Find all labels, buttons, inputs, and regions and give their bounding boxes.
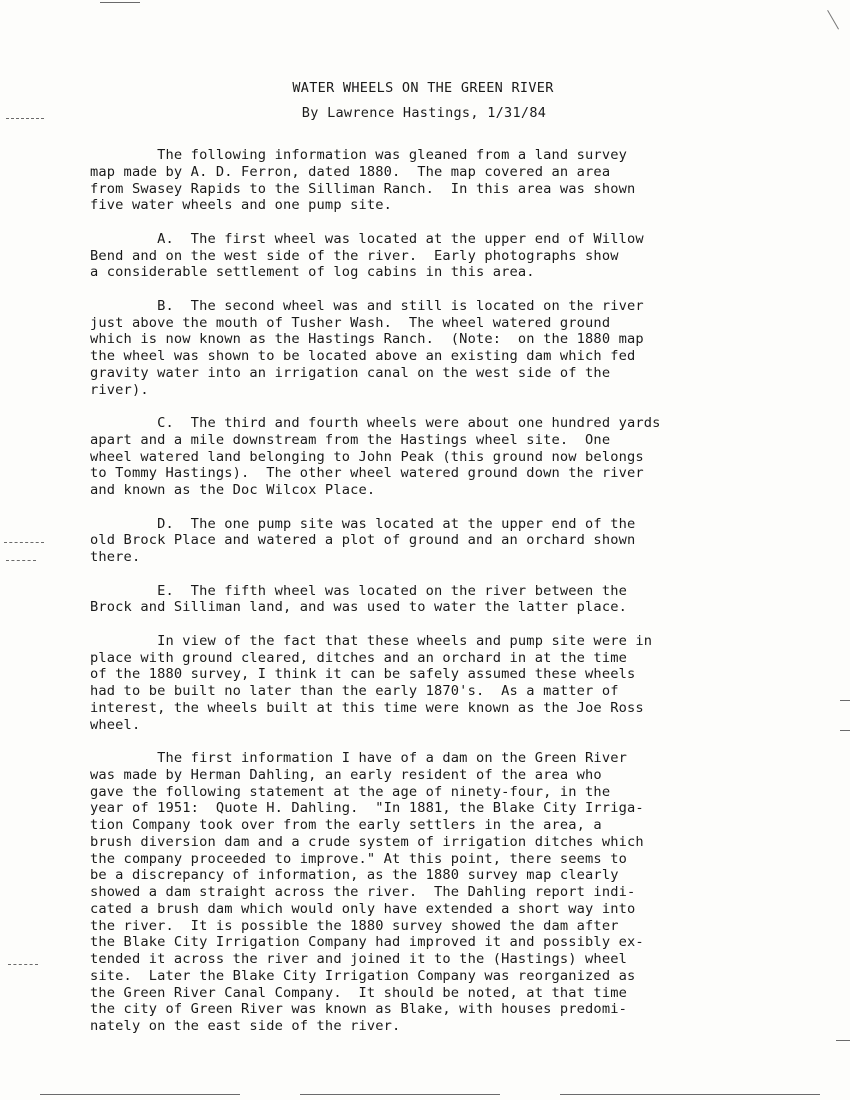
- scan-mark-bottom-1: [40, 1094, 240, 1095]
- document-byline: By Lawrence Hastings, 1/31/84: [301, 105, 547, 121]
- scan-mark-top-right: [827, 10, 839, 30]
- paragraph-intro: The following information was gleaned from a land survey map made by A. D. Ferron, dated 1880. The map covered an area from Swasey Rapids to the Silliman Ranch. In this area was shown five water wheels and one pump site.: [90, 147, 636, 214]
- paragraph-b: B. The second wheel was and still is located on the river just above the mouth of Tusher Wash. The wheel watered ground which is now known as the Hastings Ranch. (Note: on the 1880 map the wheel was shown to be located above an existing dam which fed gravity water into an irrigation canal on the west side of the river).: [90, 297, 644, 398]
- paragraph-wheel-dating: In view of the fact that these wheels and pump site were in place with ground cleared, ditches and an orchard in at the time of the 1880 survey, I think it can be safely assumed these wheels had to be built no later than the early 1870's. As a matter of interest, the wheels built at this time were known as the Joe Ross wheel.: [90, 632, 653, 733]
- scan-mark-right-3: [836, 1040, 850, 1041]
- paragraph-a: A. The first wheel was located at the upper end of Willow Bend and on the west side of the river. Early photographs show a considerable settlement of log cabins in this area.: [90, 230, 644, 281]
- scan-mark-left-2: [4, 542, 44, 543]
- paragraph-dam-history: The first information I have of a dam on the Green River was made by Herman Dahling, an early resident of the area who gave the following statement at the age of ninety-four, in the year of 1951: Quote H. Dahling. "In 1881, the Blake City Irriga- tion Company took over from the early settlers in the area, a brush diversion dam and a crude system of irrigation ditches which the company proceeded to improve." At this point, there seems to be a discrepancy of information, as the 1880 survey map clearly showed a dam straight across the river. The Dahling report indi- cated a brush dam which would only have extended a short way into the river. It is possible the 1880 survey showed the dam after the Blake City Irrigation Company had improved it and possibly ex- tended it across the river and joined it to the (Hastings) wheel site. Later the Blake City Irrigation Company was reorganized as the Green River Canal Company. It should be noted, at that time the city of Green River was known as Blake, with houses predomi- nately on the east side of the river.: [90, 750, 644, 1034]
- scan-mark-bottom-3: [560, 1094, 820, 1095]
- scan-mark-right-1: [840, 700, 850, 701]
- scan-mark-left-4: [8, 964, 38, 965]
- scan-mark-left-3: [6, 560, 36, 561]
- scan-mark-bottom-2: [300, 1094, 500, 1095]
- document-body: [90, 147, 770, 1052]
- scan-mark-right-2: [840, 730, 850, 731]
- paragraph-d: D. The one pump site was located at the upper end of the old Brock Place and watered a plot of ground and an orchard shown there.: [90, 515, 636, 565]
- paragraph-e: E. The fifth wheel was located on the river between the Brock and Silliman land, and was used to water the latter place.: [90, 582, 627, 616]
- scan-mark-top-left: [100, 2, 140, 3]
- paragraph-c: C. The third and fourth wheels were about one hundred yards apart and a mile downstream from the Hastings wheel site. One wheel watered land belonging to John Peak (this ground now belongs to Tommy Hastings). The other wheel watered ground down the river and known as the Doc Wilcox Place.: [90, 415, 661, 498]
- document-title: WATER WHEELS ON THE GREEN RIVER: [292, 80, 554, 96]
